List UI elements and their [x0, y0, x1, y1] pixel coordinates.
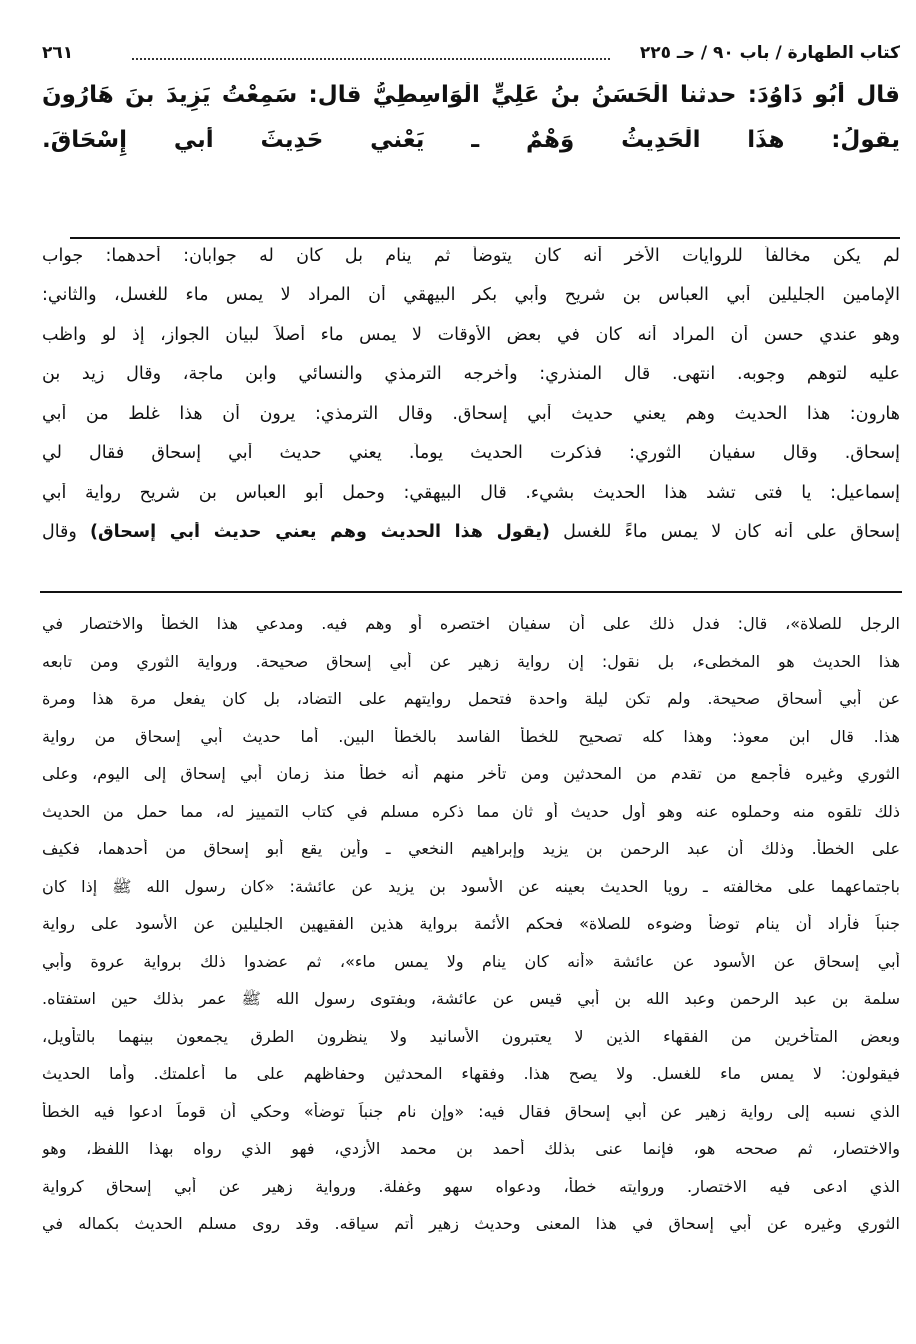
bold-quote: (يقول هذا الحديث وهم يعني حديث أبي إسحاق): [90, 522, 550, 542]
commentary-line: سلمة بن عبد الرحمن وعبد الله بن أبي قيس عن عائشة، وبفتوى رسول الله ﷺ عمر بذلك حين استفتاه.: [42, 989, 900, 1008]
commentary-text: وقال: [42, 522, 77, 542]
commentary-line: على الخطأ. وذلك أن عبد الرحمن بن يزيد وإبراهيم النخعي ـ وأين يقع أبو إسحاق من أحدهما، فكيف: [42, 839, 900, 858]
commentary-line: باجتماعهما على مخالفته ـ رويا الحديث بعينه عن الأسود بن يزيد عن عائشة: «كان رسول الله ﷺ إذا كان: [42, 876, 900, 896]
commentary-line: الذي نسبه إلى رواية زهير عن أبي إسحاق فقال فيه: «وإن نام جنباً توضأ» وحكي أن قوماً ادعوا فيه الخطأ: [42, 1101, 900, 1121]
divider: [40, 591, 902, 593]
commentary-line: عليه لتوهم وجوبه. انتهى. قال المنذري: وأخرجه الترمذي والنسائي وابن ماجة، وقال زيد بن: [42, 364, 900, 384]
commentary-line: لم يكن مخالفاً للروايات الأخر أنه كان يتوضأ ثم ينام بل كان له جوابان: أحدهما: جواب: [42, 246, 900, 266]
commentary-line: الذي ادعى فيه الاختصار. وروايته خطأ، ودعواه سهو وغفلة. ورواية زهير عن أبي إسحاق كرواية: [42, 1176, 900, 1196]
commentary-line: هارون: هذا الحديث وهم يعني حديث أبي إسحاق. وقال الترمذي: يرون أن هذا غلط من أبي: [42, 404, 900, 424]
commentary-line: فيقولون: لا يمس ماء للغسل. ولا يصح هذا. وفقهاء المحدثين وحفاظهم على ما أعلمتك. وأما الحديث: [42, 1064, 900, 1083]
commentary-line: هذا الحديث هو المخطىء، بل نقول: إن رواية زهير عن أبي إسحاق صحيحة. ورواية الثوري ومن تابعه: [42, 651, 900, 671]
divider: [70, 237, 900, 239]
commentary-line: الإمامين الجليلين أبي العباس بن شريح وأبي بكر البيهقي أن المراد لا يمس ماء للغسل، والثاني:: [42, 285, 900, 305]
commentary-line: [42, 522, 900, 552]
commentary-line: أبي إسحاق عن الأسود عن عائشة «أنه كان ينام ولا يمس ماء»، ثم عضدوا ذلك برواية عروة وأبي: [42, 951, 900, 971]
commentary-line: وبعض المتأخرين من الفقهاء الذين لا يعتبرون الأسانيد ولا ينظرون الطرق يجمعون بينهما بالتأويل،: [42, 1026, 900, 1046]
commentary-line: وهو عندي حسن أن المراد أنه كان في بعض الأوقات لا يمس ماء أصلاً لبيان الجواز، إذ لو واظب: [42, 325, 900, 345]
commentary-text: إسحاق على أنه كان لا يمس ماءً للغسل: [563, 522, 900, 542]
commentary-line: ذلك تلقوه منه وحملوه عنه وهو أول حديث أو ثان مما ذكره مسلم في كتاب التمييز له، مما حمل من الحديث: [42, 801, 900, 821]
hadith-line: قال أَبُو دَاوُدَ: حدثنا الْحَسَنُ بنُ عَلِيٍّ الْوَاسِطِيُّ قال: سَمِعْتُ يَزِيدَ بنَ هَارُونَ: [42, 82, 900, 108]
commentary-line: هذا. قال ابن معوذ: وهذا كله تصحيح للخطأ الفاسد بالخطأ البين. أما حديث أبي إسحاق من رواية: [42, 726, 900, 746]
commentary-line: الثوري وغيره فأجمع من تقدم من المحدثين ومن تأخر منهم أنه خطأ منذ زمان أبي إسحاق إلى اليوم، وعلى: [42, 764, 900, 783]
page-number: ٢٦١: [42, 43, 74, 63]
commentary-line: إسحاق. وقال سفيان الثوري: فذكرت الحديث يوماً. يعني حديث أبي إسحاق فقال لي: [42, 443, 900, 463]
header-dot-leader: [132, 44, 610, 60]
commentary-line: الرجل للصلاة»، قال: فدل ذلك على أن سفيان اختصره أو وهم فيه. ومدعي هذا الخطأ والاختصار في: [42, 614, 900, 633]
commentary-line: والاختصار، ثم صححه هو، فإنما عنى بذلك أحمد بن محمد الأزدي، فهو الذي رواه بهذا اللفظ، وهو: [42, 1139, 900, 1158]
running-header: [42, 40, 900, 70]
commentary-line: عن أبي أسحاق صحيحة. ولم تكن ليلة واحدة فتحمل روايتهم على التضاد، بل كان يفعل مرة هذا ومرة: [42, 689, 900, 708]
hadith-line: يقولُ: هذَا الْحَدِيثُ وَهْمٌ ـ يَعْني حَدِيثَ أَبي إِسْحَاقَ.: [42, 127, 900, 153]
header-title: كتاب الطهارة / باب ٩٠ / حـ ٢٢٥: [639, 43, 900, 63]
commentary-line: الثوري وغيره عن أبي إسحاق في هذا المعنى وحديث زهير أتم سياقه. وقد روى مسلم الحديث بكماله في: [42, 1214, 900, 1233]
commentary-line: إسماعيل: يا فتى تشد هذا الحديث بشيء. قال البيهقي: وحمل أبو العباس بن شريح رواية أبي: [42, 483, 900, 503]
commentary-line: جنباً فأراد أن ينام توضأ وضوءه للصلاة» فحكم الأئمة برواية هذين الفقيهين الجليلين عن الأسود على رواية: [42, 914, 900, 933]
